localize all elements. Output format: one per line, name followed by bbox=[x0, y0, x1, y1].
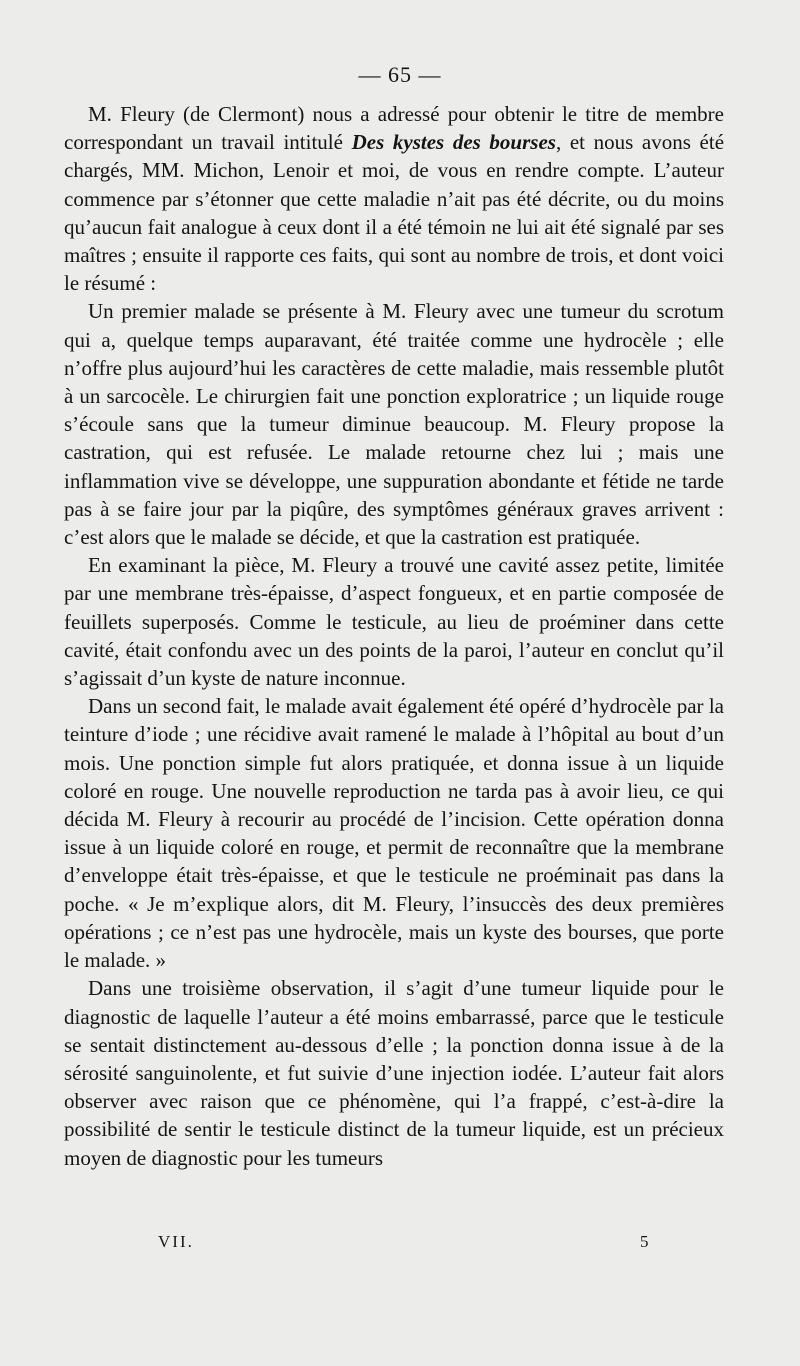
gathering-number: 5 bbox=[640, 1232, 649, 1251]
paragraph-1-before: M. Fleury (de Clermont) nous a adressé pour obtenir le titre de membre correspondant un travail intitulé bbox=[64, 102, 724, 155]
paragraph-4: Dans un second fait, le malade avait également été opéré d’hydrocèle par la teinture d’iode ; une récidive avait ramené le malade à l’hôpital au bout d’un mois. Une ponction simple fut alors pratiquée, et donna issue à un liquide coloré en rouge. Une nouvelle reproduction ne tarda pas à avoir lieu, ce qui décida M. Fleury à recourir au procédé de l’incision. Cette opération donna issue à un liquide coloré en rouge, et permit de reconnaître que la membrane d’enveloppe était très-épaisse, et que le testicule ne proéminait pas dans la poche. « Je m’explique alors, dit M. Fleury, l’insuccès des deux premières opérations ; ce n’est pas une hydrocèle, mais un kyste des bourses, que porte le malade. » bbox=[64, 694, 724, 973]
body-text bbox=[64, 100, 724, 1172]
signature-mark: VII. bbox=[158, 1232, 194, 1251]
paragraph-5: Dans une troisième observation, il s’agit d’une tumeur liquide pour le diagnostic de laquelle l’auteur a été moins embarrassé, parce que le testicule se sentait distinctement au-dessous d’elle ; la ponction donna issue à de la sérosité sanguinolente, et fut suivie d’une injection iodée. L’auteur fait alors observer avec raison que ce phénomène, qui l’a frappé, c’est-à-dire la possibilité de sentir le testicule distinct de la tumeur liquide, est un précieux moyen de diagnostic pour les tumeurs bbox=[64, 976, 724, 1170]
paragraph-1-after: , et nous avons été chargés, MM. Michon, Lenoir et moi, de vous en rendre compte. L’auteur commence par s’étonner que cette maladie n’ait pas été décrite, ou du moins qu’aucun fait analogue à ceux dont il a été témoin ne lui ait été signalé par ses maîtres ; ensuite il rapporte ces faits, qui sont au nombre de trois, et dont voici le résumé : bbox=[64, 130, 725, 296]
work-title: Des kystes des bourses bbox=[351, 130, 556, 155]
paragraph-1 bbox=[64, 100, 724, 297]
running-page-number: — 65 — bbox=[358, 62, 442, 87]
paragraph-2: Un premier malade se présente à M. Fleury avec une tumeur du scrotum qui a, quelque temps auparavant, été traitée comme une hydrocèle ; elle n’offre plus aujourd’hui les caractères de cette maladie, mais ressemble plutôt à un sarcocèle. Le chirurgien fait une ponction exploratrice ; un liquide rouge s’écoule sans que la tumeur diminue beaucoup. M. Fleury propose la castration, qui est refusée. Le malade retourne chez lui ; mais une inflammation vive se développe, une suppuration abondante et fétide ne tarde pas à se faire jour par la piqûre, des symptômes généraux graves arrivent : c’est alors que le malade se décide, et que la castration est pratiquée. bbox=[64, 299, 724, 550]
paragraph-3: En examinant la pièce, M. Fleury a trouvé une cavité assez petite, limitée par une membrane très-épaisse, d’aspect fongueux, et en partie composée de feuillets superposés. Comme le testicule, au lieu de proéminer dans cette cavité, était confondu avec un des points de la paroi, l’auteur en conclut qu’il s’agissait d’un kyste de nature inconnue. bbox=[64, 553, 724, 691]
